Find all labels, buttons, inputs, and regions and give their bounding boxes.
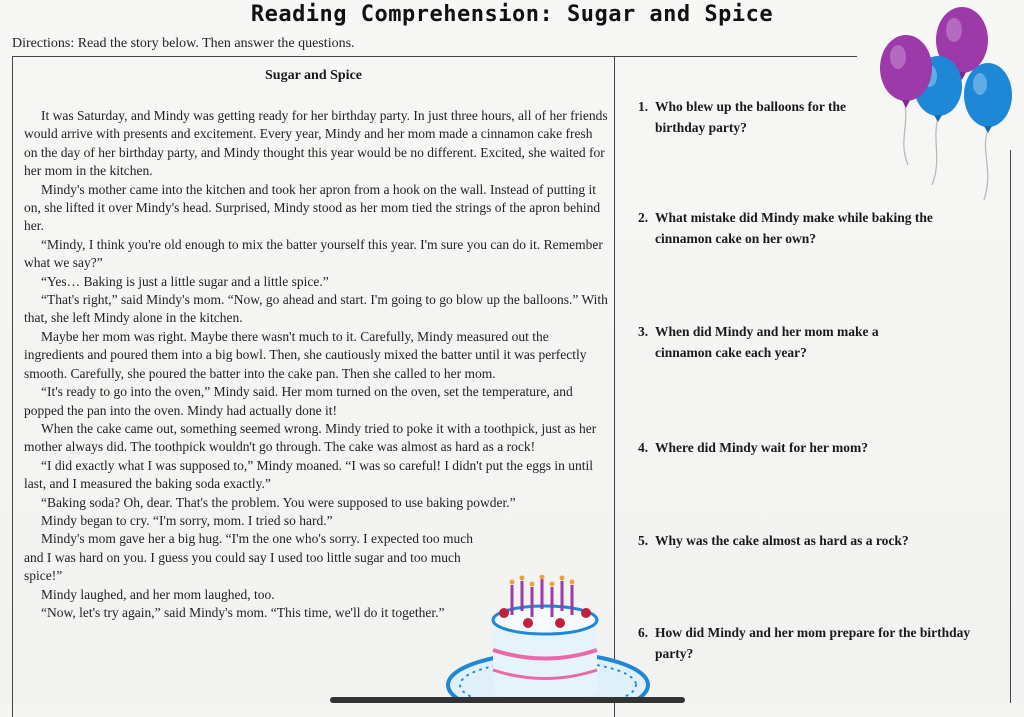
story-paragraph: When the cake came out, something seemed wrong. Mindy tried to poke it with a toothpick, just as her mother always did. The toothpick wouldn't go through. The cake was almost as hard as a rock! — [24, 420, 597, 455]
story-paragraph: Mindy's mom gave her a big hug. “I'm the one who's sorry. I expected too much and I was hard on you. I guess you could say I used too little sugar and too much spice!” — [24, 531, 473, 584]
story-title: Sugar and Spice — [265, 68, 362, 83]
question-number: 6. — [638, 625, 649, 640]
question-number: 5. — [638, 533, 649, 548]
balloons-illustration — [870, 0, 1024, 210]
horizontal-scrollbar[interactable] — [330, 697, 685, 703]
story-paragraph: “Mindy, I think you're old enough to mix the batter yourself this year. I'm sure you can do it. Remember what we say?” — [24, 236, 603, 271]
question-3 — [638, 321, 988, 363]
question-text: Why was the cake almost as hard as a rock? — [655, 533, 909, 548]
question-number: 4. — [638, 440, 649, 455]
question-text: Where did Mindy wait for her mom? — [655, 440, 868, 455]
question-5 — [638, 530, 988, 551]
story-paragraph: “It's ready to go into the oven,” Mindy said. Her mom turned on the oven, set the temperature, and popped the pan into the oven. Mindy had actually done it! — [24, 384, 573, 418]
question-text: How did Mindy and her mom prepare for the birthday party? — [655, 625, 971, 661]
story-paragraph: “Yes… Baking is just a little sugar and a little spice.” — [41, 273, 329, 289]
story-paragraph: “That's right,” said Mindy's mom. “Now, go ahead and start. I'm going to go blow up the balloons.” With that, she left Mindy alone in the kitchen. — [24, 292, 608, 326]
question-6 — [638, 622, 988, 664]
directions-text: Directions: Read the story below. Then answer the questions. — [12, 36, 355, 51]
questions-border — [1010, 150, 1011, 703]
question-text: When did Mindy and her mom make a cinnamon cake each year? — [655, 324, 879, 360]
question-4 — [638, 437, 988, 458]
question-number: 3. — [638, 324, 649, 339]
story-paragraph: Mindy laughed, and her mom laughed, too. — [41, 586, 275, 602]
question-text: What mistake did Mindy make while baking the cinnamon cake on her own? — [655, 210, 933, 246]
story-paragraph: Mindy began to cry. “I'm sorry, mom. I tried so hard.” — [41, 512, 333, 528]
worksheet-title: Reading Comprehension: Sugar and Spice — [250, 2, 774, 27]
question-number: 1. — [638, 99, 649, 114]
question-number: 2. — [638, 210, 649, 225]
story-paragraph: Mindy's mother came into the kitchen and took her apron from a hook on the wall. Instead of putting it on, she lifted it over Mindy's head. Surprised, Mindy stood as her mom tied the strings of the apron behind her. — [24, 181, 601, 234]
question-2 — [638, 207, 988, 249]
story-paragraph: It was Saturday, and Mindy was getting ready for her birthday party. In just three hours, all of her friends would arrive with presents and excitement. Every year, Mindy and her mom made a cinnamon cake fresh on the day of her birthday party, and Mindy thought this year would be no different. Excited, she waited for her mom in the kitchen. — [24, 108, 608, 179]
story-paragraph: “I did exactly what I was supposed to,” Mindy moaned. “I was so careful! I didn't put the eggs in until last, and I measured the baking soda exactly.” — [24, 457, 594, 492]
story-text — [24, 107, 609, 622]
birthday-cake-illustration — [440, 575, 650, 703]
story-paragraph: “Baking soda? Oh, dear. That's the problem. You were supposed to use baking powder.” — [41, 494, 516, 510]
question-text: Who blew up the balloons for the birthday party? — [655, 99, 847, 135]
story-paragraph: Maybe her mom was right. Maybe there wasn't much to it. Carefully, Mindy measured out the ingredients and poured them into a big bowl. Then, she cautiously mixed the batter until it was perfectly smooth. Carefully, she poured the batter into the cake pan. Then she called to her mom. — [24, 328, 587, 381]
story-paragraph: “Now, let's try again,” said Mindy's mom. “This time, we'll do it together.” — [41, 604, 445, 620]
